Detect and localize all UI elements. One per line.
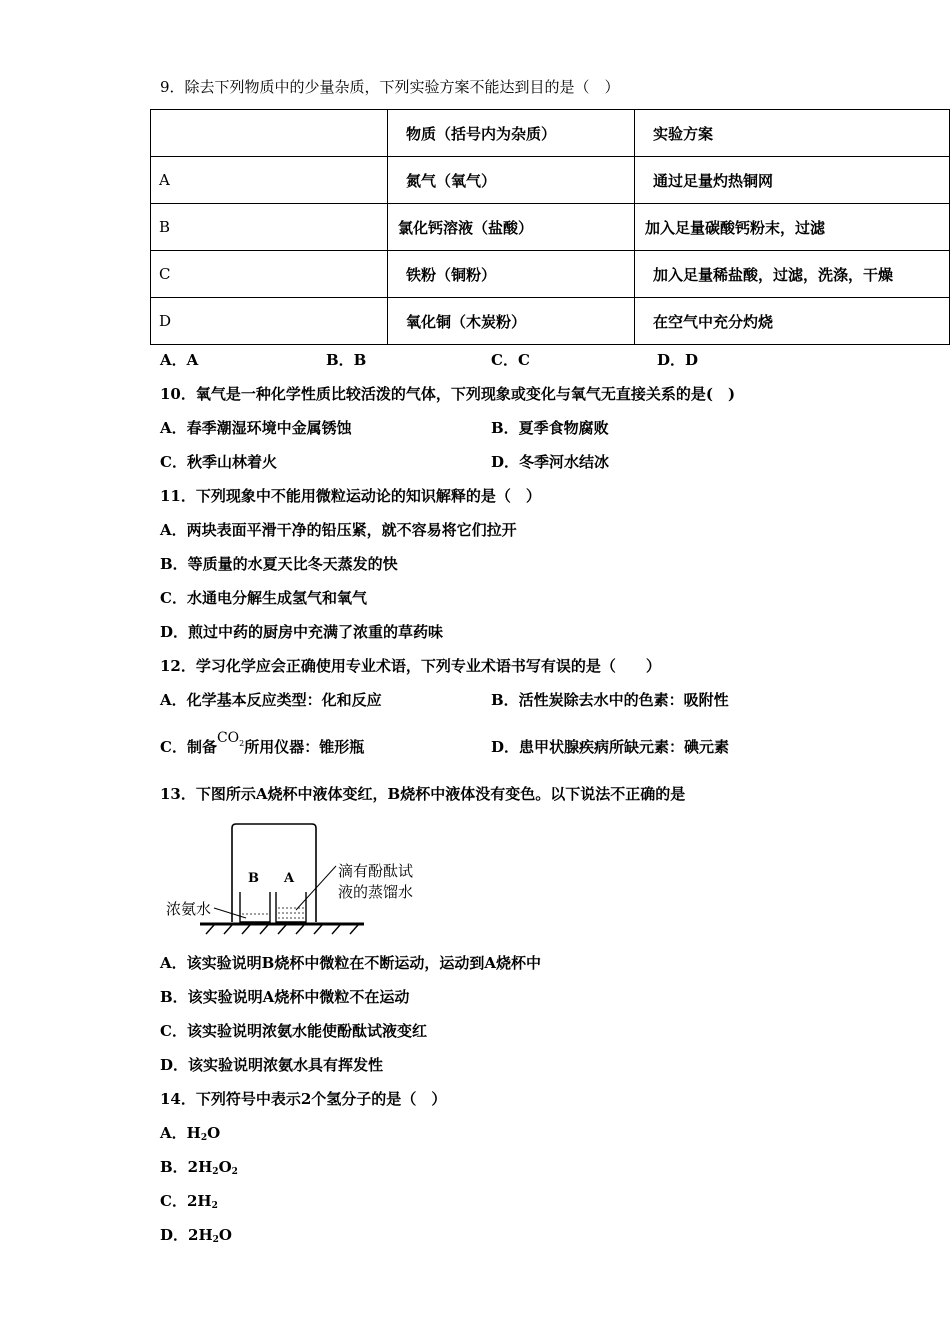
q11-option-d[interactable]: D．煎过中药的厨房中充满了浓重的草药味 <box>160 623 444 641</box>
table-row <box>151 204 950 251</box>
q14-option-b-text: B．2H <box>160 1158 213 1176</box>
q9-option-c[interactable]: C．C <box>491 351 530 369</box>
q14-option-b-text2: O <box>218 1158 232 1176</box>
beaker-a-label: A <box>284 871 295 886</box>
q12-option-c-prefix: C．制备 <box>160 738 217 756</box>
table-cell: B <box>151 204 388 251</box>
q9-option-b[interactable]: B．B <box>326 351 367 369</box>
phenolphthalein-label-2: 液的蒸馏水 <box>338 883 414 901</box>
q10-option-b[interactable]: B．夏季食物腐败 <box>491 419 609 437</box>
q9-option-d[interactable]: D．D <box>657 351 699 369</box>
table-cell: D <box>151 298 388 345</box>
q14-option-d[interactable] <box>160 1225 232 1250</box>
q14-option-d-text: D．2H <box>160 1226 213 1244</box>
q13-stem: 13．下图所示A烧杯中液体变红，B烧杯中液体没有变色。以下说法不正确的是 <box>160 785 686 803</box>
q14-option-a[interactable] <box>160 1123 220 1148</box>
q10-option-c[interactable]: C．秋季山林着火 <box>160 453 277 471</box>
table-row <box>151 157 950 204</box>
q14-option-b[interactable] <box>160 1157 238 1182</box>
q14-option-a-text: A．H <box>160 1124 201 1142</box>
q12-option-c[interactable] <box>160 730 365 764</box>
ammonia-label: 浓氨水 <box>166 900 212 918</box>
subscript: 2 <box>212 1167 219 1177</box>
q13-option-b[interactable]: B．该实验说明A烧杯中微粒不在运动 <box>160 988 410 1006</box>
q9-table <box>150 109 950 345</box>
q10-stem: 10．氧气是一种化学性质比较活泼的气体，下列现象或变化与氧气无直接关系的是( ) <box>160 385 736 403</box>
phenolphthalein-label-1: 滴有酚酞试 <box>338 862 414 880</box>
table-header-cell: 实验方案 <box>635 110 950 157</box>
table-cell: 在空气中充分灼烧 <box>635 298 950 345</box>
table-row <box>151 298 950 345</box>
table-cell: 氮气（氧气） <box>388 157 635 204</box>
q12-option-b[interactable]: B．活性炭除去水中的色素：吸附性 <box>491 691 729 709</box>
q13-option-a[interactable]: A．该实验说明B烧杯中微粒在不断运动，运动到A烧杯中 <box>160 954 541 972</box>
table-cell: 加入足量碳酸钙粉末，过滤 <box>635 204 950 251</box>
q11-option-b[interactable]: B．等质量的水夏天比冬天蒸发的快 <box>160 555 398 573</box>
q14-option-a-text2: O <box>207 1124 221 1142</box>
q14-stem: 14．下列符号中表示2个氢分子的是（ ） <box>160 1090 447 1108</box>
table-row <box>151 251 950 298</box>
table-cell: 氯化钙溶液（盐酸） <box>388 204 635 251</box>
table-cell: 铁粉（铜粉） <box>388 251 635 298</box>
q11-stem: 11．下列现象中不能用微粒运动论的知识解释的是（ ） <box>160 487 541 505</box>
table-cell: 氧化铜（木炭粉） <box>388 298 635 345</box>
q13-option-c[interactable]: C．该实验说明浓氨水能使酚酞试液变红 <box>160 1022 427 1040</box>
ammonia-pointer <box>214 908 246 918</box>
co2-formula-text: CO <box>216 730 240 746</box>
subscript: 2 <box>200 1133 208 1143</box>
bell-jar <box>232 824 316 922</box>
beaker-experiment-figure <box>160 818 440 936</box>
q9-stem: 9．除去下列物质中的少量杂质，下列实验方案不能达到目的是（ ） <box>160 78 620 96</box>
q9-option-a[interactable]: A．A <box>160 351 199 369</box>
q14-option-d-text2: O <box>218 1226 232 1244</box>
q10-option-a[interactable]: A．春季潮湿环境中金属锈蚀 <box>160 419 352 437</box>
q14-option-c-text: C．2H <box>160 1192 212 1210</box>
beaker-b-label: B <box>248 871 259 886</box>
q10-option-d[interactable]: D．冬季河水结冰 <box>491 453 610 471</box>
q11-option-a[interactable]: A．两块表面平滑干净的铅压紧，就不容易将它们拉开 <box>160 521 517 539</box>
q12-stem: 12．学习化学应会正确使用专业术语，下列专业术语书写有误的是（ ） <box>160 657 661 675</box>
table-cell: 加入足量稀盐酸，过滤，洗涤，干燥 <box>635 251 950 298</box>
subscript: 2 <box>211 1201 218 1211</box>
co2-formula <box>217 728 244 754</box>
beaker-a <box>276 892 306 922</box>
table-header-cell: 物质（括号内为杂质） <box>388 110 635 157</box>
q11-option-c[interactable]: C．水通电分解生成氢气和氧气 <box>160 589 367 607</box>
q13-option-d[interactable]: D．该实验说明浓氨水具有挥发性 <box>160 1056 384 1074</box>
q12-option-a[interactable]: A．化学基本反应类型：化和反应 <box>160 691 382 709</box>
subscript: 2 <box>212 1235 219 1245</box>
table-cell: A <box>151 157 388 204</box>
table-cell: C <box>151 251 388 298</box>
q14-option-c[interactable] <box>160 1191 218 1216</box>
co2-formula-subscript: 2 <box>239 738 245 748</box>
subscript: 2 <box>231 1167 238 1177</box>
table-hatching <box>206 925 358 934</box>
table-row <box>151 110 950 157</box>
q12-option-d[interactable]: D．患甲状腺疾病所缺元素：碘元素 <box>491 738 730 756</box>
q12-option-c-suffix: 所用仪器：锥形瓶 <box>244 738 365 756</box>
table-cell: 通过足量灼热铜网 <box>635 157 950 204</box>
table-header-cell <box>151 110 388 157</box>
